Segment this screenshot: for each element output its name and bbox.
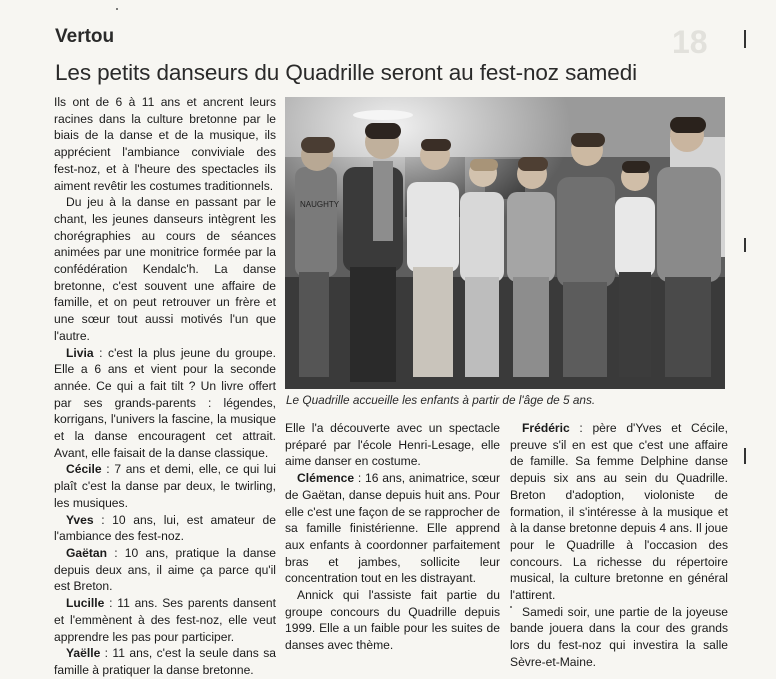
column-rule: [744, 30, 746, 48]
article-column-2: [285, 420, 500, 654]
profile-text: : 7 ans et demi, elle, ce qui lui plaît c'est la danse par deux, le twirling, les musiques.: [54, 462, 276, 510]
section-title: Vertou: [55, 26, 115, 47]
profile-cecile: [54, 461, 276, 511]
name-gaetan: Gaëtan: [66, 545, 107, 560]
column-rule: [744, 238, 746, 252]
profile-frederic: [510, 420, 728, 604]
article-column-3: [510, 420, 728, 671]
profile-text: : 11 ans, c'est la seule dans sa famille à pratiquer la danse bretonne.: [54, 646, 276, 677]
photo-illustration: [285, 97, 725, 389]
column-rule: [744, 448, 746, 464]
intro-paragraph: Ils ont de 6 à 11 ans et ancrent leurs racines dans la culture bretonne par le biais de la danse et de la musique, ils apprécient l'ambiance conviviale des fest-noz, et à l'heure des spectacles ils aiment revêtir les costumes traditionnels.: [54, 95, 276, 193]
profile-text: : 10 ans, lui, est amateur de l'ambiance des fest-noz.: [54, 512, 276, 544]
profile-yaelle: [54, 645, 276, 678]
profile-text: : c'est la plus jeune du groupe. Elle a 6 ans et vient pour la seconde année. Ce qui a fait tilt ? Un livre offert par ses grands-parents : légendes, korrigans, l'univers la fascine, la musique et la danse encouragent cet attrait. Avant, elle faisait de la danse classique.: [54, 345, 276, 460]
paragraph: Elle l'a découverte avec un spectacle préparé par l'école Henri-Lesage, elle aime danser en costume.: [285, 421, 500, 469]
name-lucille: Lucille: [66, 596, 105, 611]
group-photo: [285, 97, 725, 389]
paragraph: Annick qui l'assiste fait partie du groupe concours du Quadrille depuis 1999. Elle a un faible pour les suites de danses avec thème.: [285, 588, 500, 653]
profile-livia: [54, 345, 276, 462]
name-frederic: Frédéric: [522, 421, 570, 435]
name-cecile: Cécile: [66, 462, 102, 477]
profile-gaetan: [54, 545, 276, 595]
name-yaelle: Yaëlle: [66, 646, 101, 661]
shirt-text: NAUGHTY: [300, 200, 340, 209]
name-clemence: Clémence: [297, 471, 355, 486]
name-livia: Livia: [66, 345, 94, 360]
profile-lucille: [54, 595, 276, 645]
paragraph: Samedi soir, une partie de la joyeuse bande jouera dans la cour des grands lors du fest-noz qui investira la salle Sèvre-et-Maine.: [510, 604, 728, 669]
profile-text: : 11 ans. Ses parents dansent et l'emmènent à des fest-noz, elle veut apprendre les pas pour participer.: [54, 596, 276, 644]
paragraph: Du jeu à la danse en passant par le chant, les jeunes danseurs intègrent les chorégraphies au cours de séances animées par une monitrice formée par la confédération Kendalc'h. La danse bretonne, c'est souvent une affaire de famille, et on peut retrouver un frère et une sœur tout aussi motivés l'un que l'autre.: [54, 195, 276, 343]
profile-yves: [54, 512, 276, 545]
profile-text: : père d'Yves et Cécile, preuve s'il en est que c'est une affaire de famille. Sa femme Delphine danse depuis six ans au sein du Quadrille. Breton d'adoption, violoniste de formation, il s'intéresse à la musique et à la danse bretonne depuis 4 ans. Il joue pour le Quadrille à l'occasion des concours. La richesse du répertoire musical, la culture bretonne en général l'attirent.: [510, 421, 728, 603]
name-yves: Yves: [66, 512, 94, 527]
scan-speck: [116, 8, 118, 10]
profile-text: : 10 ans, pratique la danse depuis deux ans, il aime ça parce qu'il est Breton.: [54, 545, 276, 594]
headline: Les petits danseurs du Quadrille seront au fest-noz samedi: [55, 60, 638, 85]
photo-caption: Le Quadrille accueille les enfants à partir de l'âge de 5 ans.: [286, 393, 596, 407]
faded-page-number: 18: [672, 24, 708, 60]
profile-text: : 16 ans, animatrice, sœur de Gaëtan, danse depuis huit ans. Pour elle c'est une façon de se rapprocher de sa famille finistérienne. Elle apprend aux enfants à coordonner parfaitement bras et jambes, sollicite leur concentration tout en les distrayant.: [285, 471, 500, 586]
profile-clemence: [285, 470, 500, 587]
article-column-1: [54, 94, 276, 679]
